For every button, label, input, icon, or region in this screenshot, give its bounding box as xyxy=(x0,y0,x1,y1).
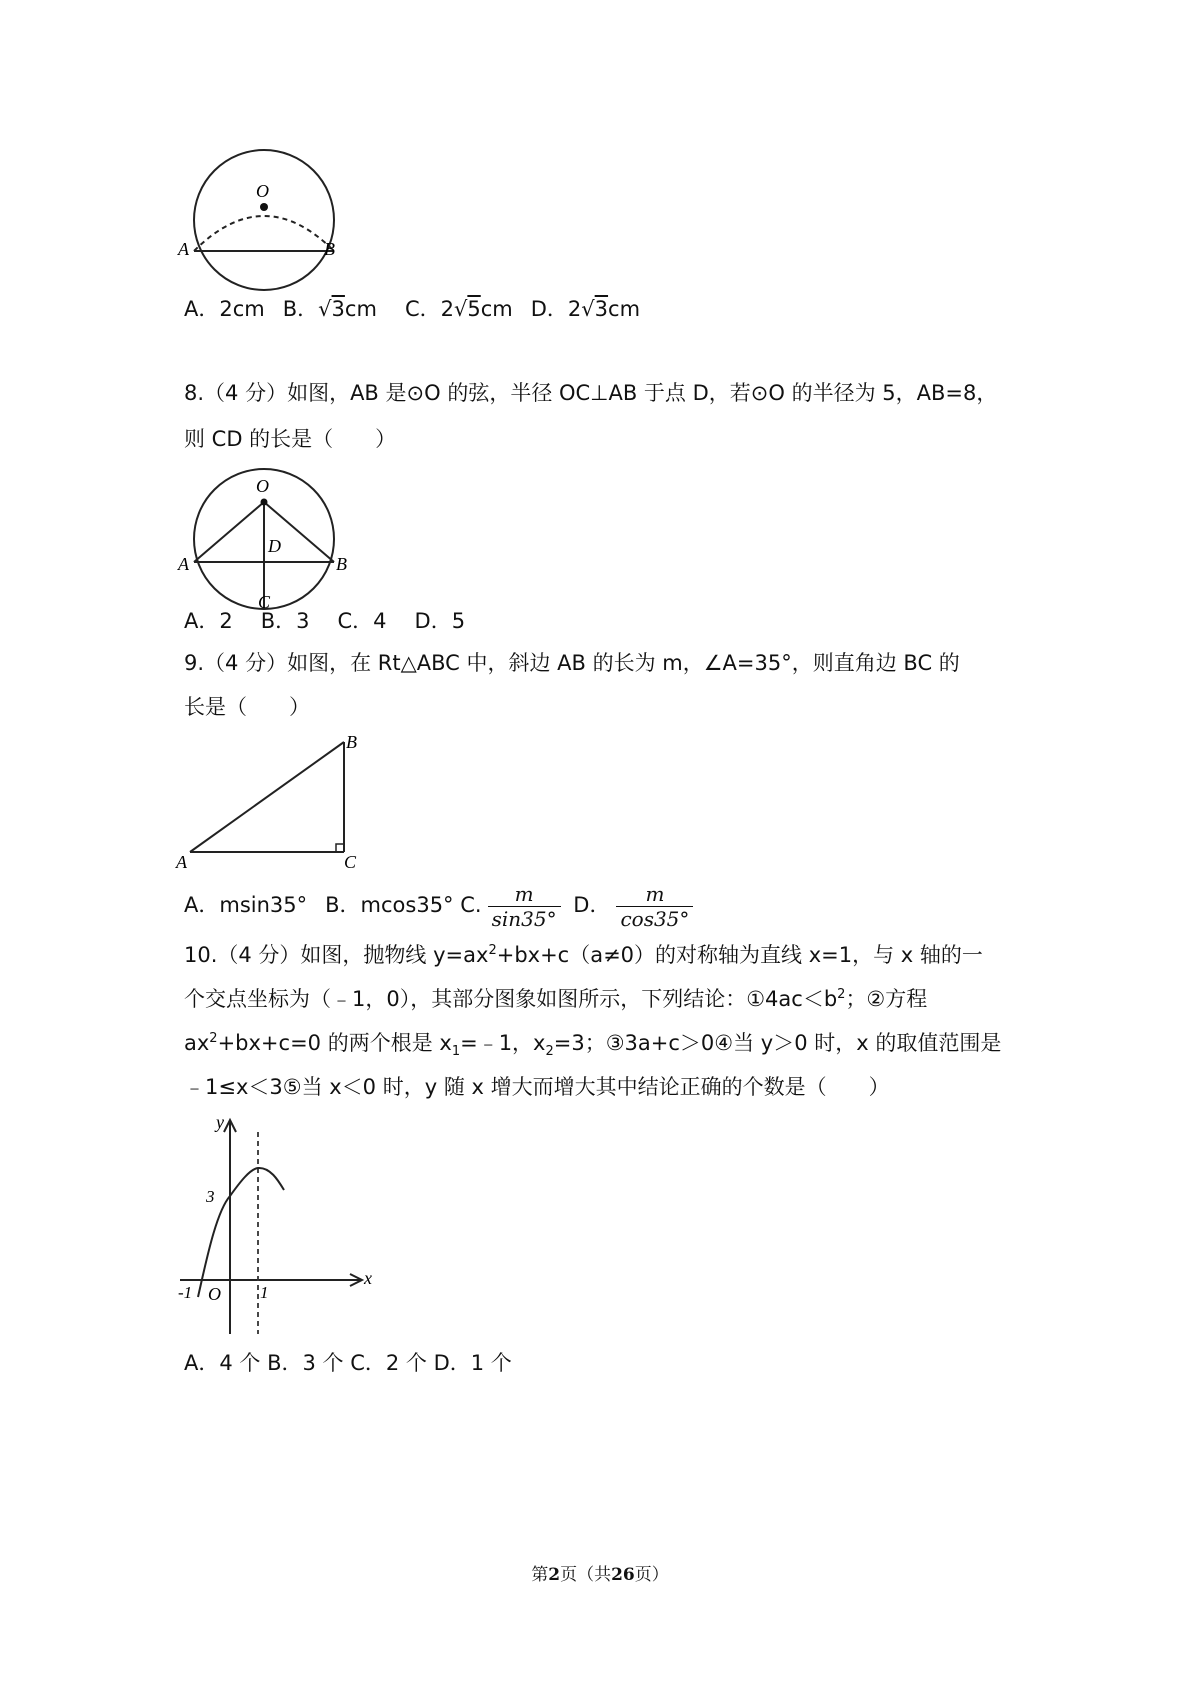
q9-question-line2: 长是（ ） xyxy=(184,695,310,719)
q10-label-3: 3 xyxy=(206,1187,215,1206)
q9-question-line1: 9.（4 分）如图，在 Rt△ABC 中，斜边 AB 的长为 m，∠A=35°，则直角边 BC 的 xyxy=(184,651,960,675)
q7-option-b-unit: cm xyxy=(344,297,377,321)
q8-circle-figure xyxy=(180,470,360,610)
q7-option-c-radicand: 5 xyxy=(467,297,481,321)
q9-option-d-denominator: cos35° xyxy=(616,906,693,931)
q7-label-a: A xyxy=(178,239,189,259)
q8-label-b: B xyxy=(336,554,347,574)
q10-line2-sup: 2 xyxy=(837,987,846,1002)
q8-options xyxy=(184,606,465,636)
footer-page-number: 2 xyxy=(548,1565,561,1585)
q9-option-d-fraction xyxy=(616,882,693,931)
q10-line3-text-a: ax xyxy=(184,1031,210,1055)
sqrt-symbol: √ xyxy=(453,297,468,321)
q10-label-origin: O xyxy=(208,1284,221,1304)
q8-option-c: C．4 xyxy=(337,609,387,633)
q9-triangle-figure xyxy=(176,732,380,874)
q8-label-d: D xyxy=(268,536,281,556)
q9-label-a: A xyxy=(176,852,187,872)
q10-parabola-figure xyxy=(180,1112,400,1342)
q7-option-d-radicand: 3 xyxy=(594,297,609,321)
q7-label-o: O xyxy=(256,181,269,201)
q9-label-b: B xyxy=(346,732,357,752)
q7-option-a: A．2cm xyxy=(184,297,265,321)
q10-question-line4: ﹣1≤x＜3⑤当 x＜0 时，y 随 x 增大而增大其中结论正确的个数是（ ） xyxy=(184,1075,890,1099)
q9-option-c-fraction xyxy=(488,882,561,931)
q10-question-line3 xyxy=(184,1028,1001,1058)
footer-text-c: 页） xyxy=(634,1565,669,1585)
q8-question-line1: 8.（4 分）如图，AB 是⊙O 的弦，半径 OC⊥AB 于点 D，若⊙O 的半径为 5，AB=8， xyxy=(184,381,998,405)
q9-option-d-label: D． xyxy=(573,893,611,917)
q10-line1-text-a: 10.（4 分）如图，抛物线 y=ax xyxy=(184,943,489,967)
q9-option-a: A．msin35° xyxy=(184,893,308,917)
page-footer xyxy=(0,1560,1200,1585)
q8-label-c: C xyxy=(258,592,271,612)
q8-option-b: B．3 xyxy=(260,609,310,633)
q9-option-b: B．mcos35° xyxy=(325,893,454,917)
q10-label-x: x xyxy=(364,1268,372,1288)
q7-option-b-label: B． xyxy=(282,297,319,321)
q10-label-y: y xyxy=(216,1112,224,1132)
q7-circle-figure xyxy=(180,145,350,285)
sqrt-symbol: √ xyxy=(581,297,595,321)
q10-question-line2 xyxy=(184,984,927,1014)
q10-question-line1 xyxy=(184,940,983,970)
q9-label-c: C xyxy=(344,852,357,872)
q10-line2-text-a: 个交点坐标为（﹣1，0），其部分图象如图所示，下列结论：①4ac＜b xyxy=(184,987,838,1011)
q9-option-c-numerator: m xyxy=(514,881,534,906)
q10-line3-sup: 2 xyxy=(209,1031,218,1046)
q8-option-a: A．2 xyxy=(184,609,233,633)
q8-question-line2: 则 CD 的长是（ ） xyxy=(184,427,397,451)
q10-line3-text-b: +bx+c=0 的两个根是 x xyxy=(217,1031,452,1055)
q10-line1-sup: 2 xyxy=(488,943,497,958)
q7-option-d-label: D．2 xyxy=(530,297,582,321)
q10-line3-text-c: =﹣1，x xyxy=(460,1031,546,1055)
q9-option-d-numerator: m xyxy=(645,881,665,906)
q9-option-c-denominator: sin35° xyxy=(488,906,561,931)
q7-options xyxy=(184,294,640,324)
q8-option-d: D．5 xyxy=(414,609,466,633)
q9-option-c-label: C. xyxy=(460,893,482,917)
q10-line3-sub2: 2 xyxy=(545,1044,554,1060)
q10-label-neg1: -1 xyxy=(178,1283,193,1302)
q8-label-a: A xyxy=(178,554,189,574)
q7-label-b: B xyxy=(324,239,335,259)
q7-option-c-unit: cm xyxy=(480,297,513,321)
sqrt-symbol: √ xyxy=(318,297,332,321)
q10-line3-sub1: 1 xyxy=(451,1044,461,1060)
footer-total-pages: 26 xyxy=(611,1565,635,1585)
q10-label-1: 1 xyxy=(260,1283,269,1302)
q10-line1-text-b: +bx+c（a≠0）的对称轴为直线 x=1，与 x 轴的一 xyxy=(496,943,983,967)
q9-options xyxy=(184,878,699,932)
q10-options: A．4 个 B．3 个 C．2 个 D．1 个 xyxy=(184,1351,512,1375)
q10-line2-text-b: ；②方程 xyxy=(845,987,928,1011)
q10-line3-text-d: =3；③3a+c＞0④当 y＞0 时，x 的取值范围是 xyxy=(553,1031,1002,1055)
q7-option-c-label: C．2 xyxy=(404,297,454,321)
footer-text-a: 第 xyxy=(531,1565,549,1585)
footer-text-b: 页（共 xyxy=(560,1565,612,1585)
q7-option-d-unit: cm xyxy=(608,297,641,321)
q7-option-b-radicand: 3 xyxy=(331,297,345,321)
q8-label-o: O xyxy=(256,476,269,496)
